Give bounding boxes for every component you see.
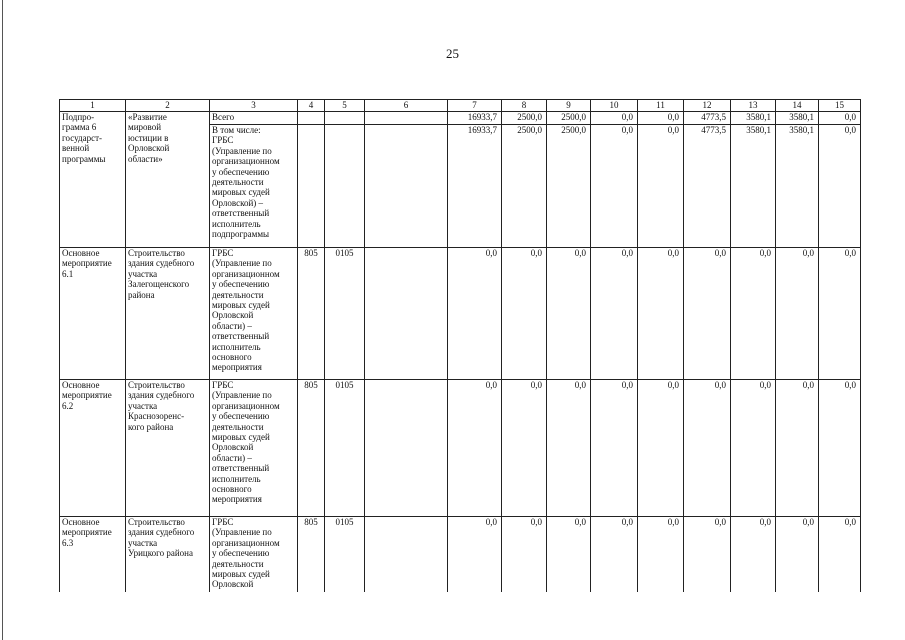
column-header: 13 <box>731 100 776 112</box>
value-cell: 0,0 <box>591 248 638 380</box>
executor-cell: ГРБС (Управление по организационном у обеспечению деятельности мировых судей Орловской области) – ответственный исполнитель основного мероприятия <box>210 380 298 517</box>
page-edge-line <box>2 0 3 640</box>
column-header: 4 <box>298 100 325 112</box>
column-header: 11 <box>638 100 684 112</box>
value-cell: 0,0 <box>448 380 502 517</box>
value-cell: 2500,0 <box>502 125 547 248</box>
code-cell <box>365 125 448 248</box>
column-header: 15 <box>819 100 861 112</box>
table-row <box>60 517 861 592</box>
code-cell <box>298 125 325 248</box>
value-cell: 3580,1 <box>731 125 776 248</box>
value-cell: 0,0 <box>638 517 684 592</box>
column-header: 8 <box>502 100 547 112</box>
code-cell <box>365 248 448 380</box>
executor-cell: ГРБС (Управление по организационном у обеспечению деятельности мировых судей Орловской <box>210 517 298 592</box>
column-header: 1 <box>60 100 126 112</box>
value-cell: 2500,0 <box>547 112 591 125</box>
value-cell: 0,0 <box>731 517 776 592</box>
value-cell: 0,0 <box>819 380 861 517</box>
row-name-cell: Строительство здания судебного участка Краснозоренс- кого района <box>126 380 210 517</box>
value-cell: 0,0 <box>591 380 638 517</box>
value-cell: 0,0 <box>591 112 638 125</box>
column-header: 9 <box>547 100 591 112</box>
value-cell: 0,0 <box>638 248 684 380</box>
column-header: 12 <box>684 100 731 112</box>
value-cell: 0,0 <box>731 248 776 380</box>
code-cell <box>325 125 365 248</box>
column-header: 5 <box>325 100 365 112</box>
value-cell: 0,0 <box>776 517 819 592</box>
value-cell: 0,0 <box>638 112 684 125</box>
code-cell <box>365 380 448 517</box>
value-cell: 0,0 <box>448 517 502 592</box>
column-header: 7 <box>448 100 502 112</box>
value-cell: 3580,1 <box>776 112 819 125</box>
value-cell: 0,0 <box>591 125 638 248</box>
value-cell: 0,0 <box>819 112 861 125</box>
row-name-cell: Строительство здания судебного участка Залегощенского района <box>126 248 210 380</box>
column-header: 3 <box>210 100 298 112</box>
value-cell: 0,0 <box>638 125 684 248</box>
code-cell: 0105 <box>325 517 365 592</box>
table-row <box>60 112 861 125</box>
column-header: 14 <box>776 100 819 112</box>
value-cell: 0,0 <box>819 517 861 592</box>
value-cell: 0,0 <box>502 248 547 380</box>
value-cell: 16933,7 <box>448 112 502 125</box>
value-cell: 0,0 <box>731 380 776 517</box>
table-row <box>60 380 861 517</box>
column-header: 6 <box>365 100 448 112</box>
executor-cell: Всего <box>210 112 298 125</box>
code-cell: 805 <box>298 248 325 380</box>
value-cell: 0,0 <box>684 248 731 380</box>
column-header: 10 <box>591 100 638 112</box>
value-cell: 4773,5 <box>684 112 731 125</box>
code-cell <box>298 112 325 125</box>
value-cell: 0,0 <box>502 517 547 592</box>
code-cell: 0105 <box>325 380 365 517</box>
value-cell: 0,0 <box>591 517 638 592</box>
row-name-cell: Строительство здания судебного участка Урицкого района <box>126 517 210 592</box>
value-cell: 0,0 <box>638 380 684 517</box>
row-type-cell: Основное мероприятие 6.3 <box>60 517 126 592</box>
value-cell: 4773,5 <box>684 125 731 248</box>
value-cell: 0,0 <box>684 380 731 517</box>
code-cell <box>365 517 448 592</box>
value-cell: 0,0 <box>448 248 502 380</box>
value-cell: 0,0 <box>547 517 591 592</box>
value-cell: 0,0 <box>547 248 591 380</box>
value-cell: 16933,7 <box>448 125 502 248</box>
code-cell: 0105 <box>325 248 365 380</box>
row-name-cell: «Развитие мировой юстиции в Орловской области» <box>126 112 210 248</box>
table-row <box>60 248 861 380</box>
page-number: 25 <box>446 46 459 61</box>
row-type-cell: Основное мероприятие 6.1 <box>60 248 126 380</box>
value-cell: 0,0 <box>776 380 819 517</box>
value-cell: 0,0 <box>776 248 819 380</box>
executor-cell: ГРБС (Управление по организационном у обеспечению деятельности мировых судей Орловской области) – ответственный исполнитель основного мероприятия <box>210 248 298 380</box>
value-cell: 0,0 <box>819 248 861 380</box>
code-cell: 805 <box>298 380 325 517</box>
code-cell <box>365 112 448 125</box>
budget-table <box>59 99 861 592</box>
value-cell: 0,0 <box>502 380 547 517</box>
column-header: 2 <box>126 100 210 112</box>
value-cell: 2500,0 <box>502 112 547 125</box>
code-cell: 805 <box>298 517 325 592</box>
row-type-cell: Основное мероприятие 6.2 <box>60 380 126 517</box>
value-cell: 3580,1 <box>731 112 776 125</box>
value-cell: 0,0 <box>547 380 591 517</box>
code-cell <box>325 112 365 125</box>
row-type-cell: Подпро- грамма 6 государст- венной программы <box>60 112 126 248</box>
value-cell: 3580,1 <box>776 125 819 248</box>
executor-cell: В том числе: ГРБС (Управление по организационном у обеспечению деятельности мировых судей Орловской) – ответственный исполнитель подпрограммы <box>210 125 298 248</box>
header-row <box>60 100 861 112</box>
value-cell: 0,0 <box>819 125 861 248</box>
value-cell: 0,0 <box>684 517 731 592</box>
value-cell: 2500,0 <box>547 125 591 248</box>
